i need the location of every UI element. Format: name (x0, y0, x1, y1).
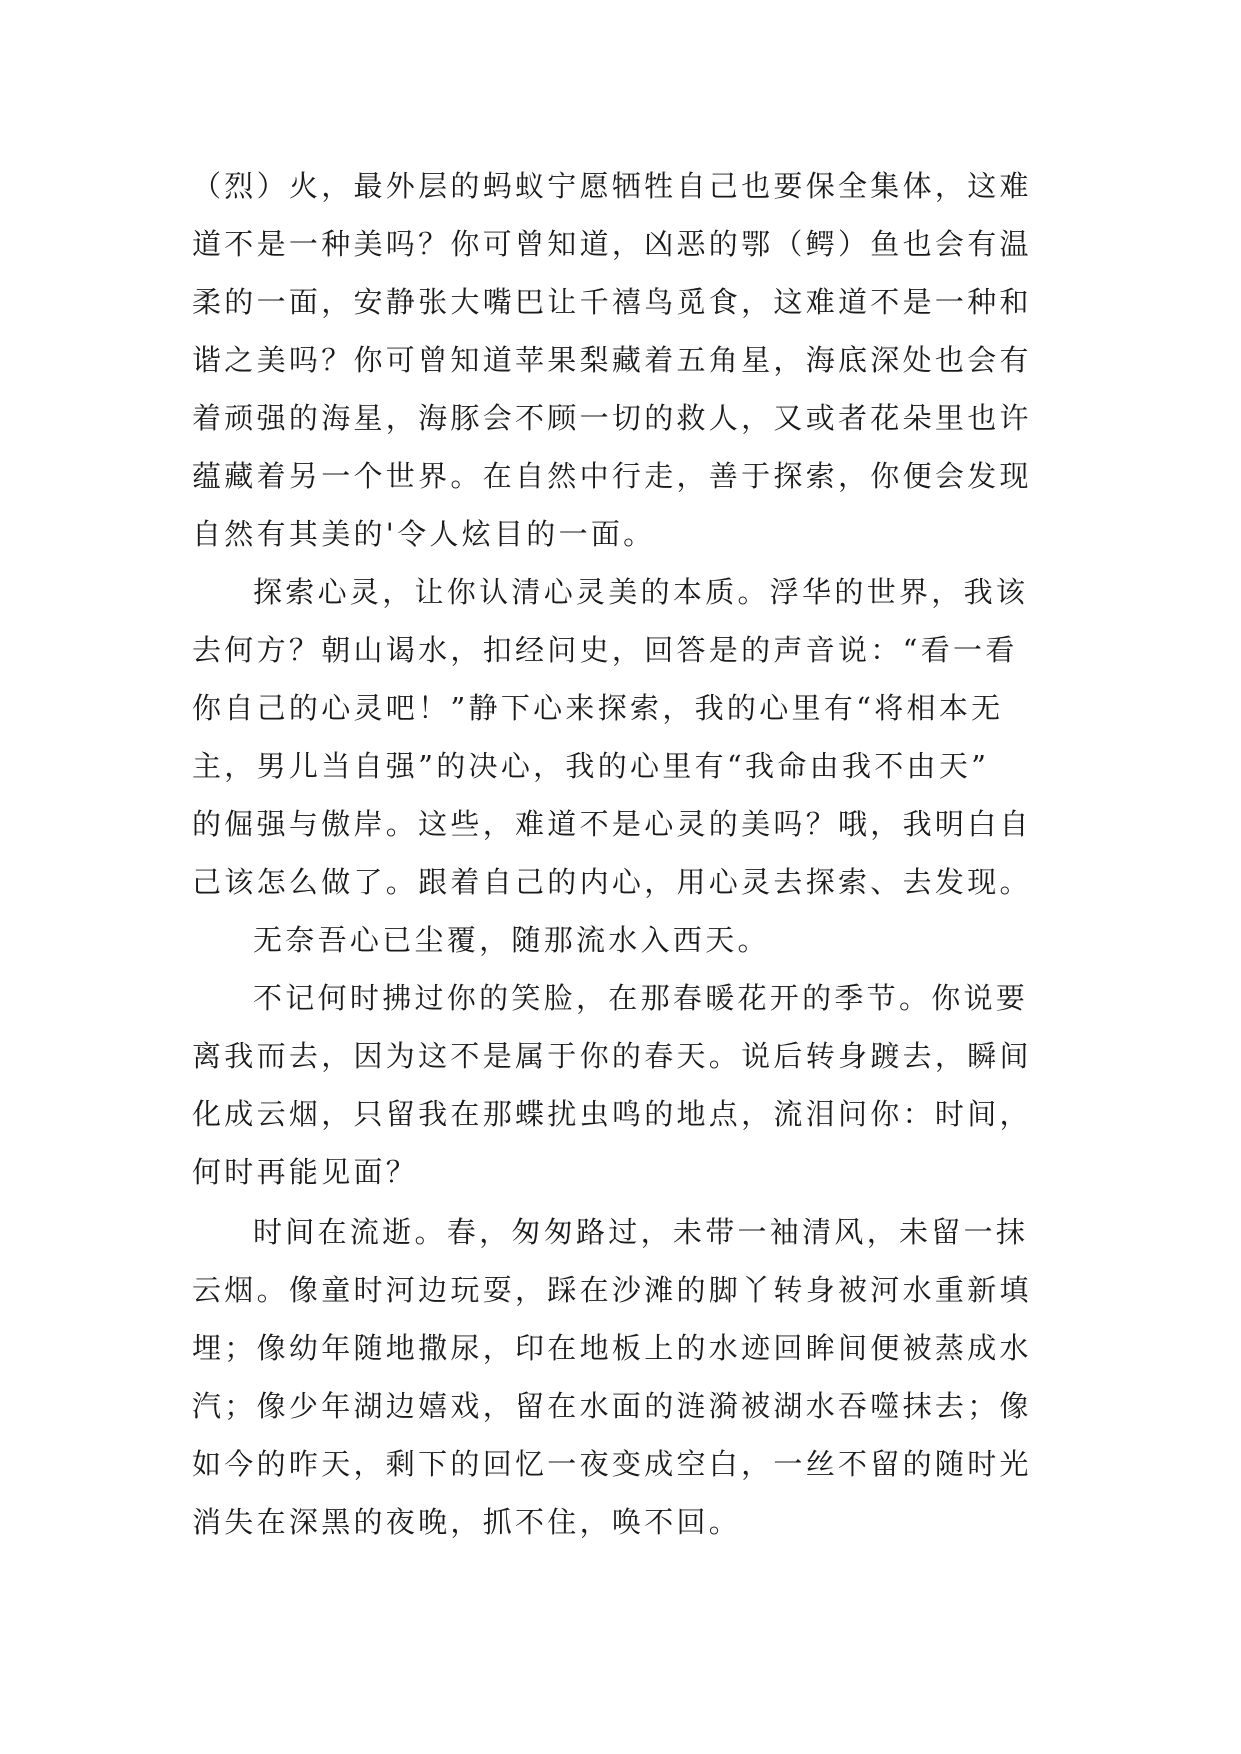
paragraph-first-line: 无奈吾心已尘覆，随那流水入西天。 (253, 923, 770, 957)
text-line: 蕴藏着另一个世界。在自然中行走，善于探索，你便会发现 (192, 459, 1032, 493)
text-line: 主，男儿当自强”的决心，我的心里有“我命由我不由天” (192, 749, 990, 783)
text-line: 化成云烟，只留我在那蝶扰虫鸣的地点，流泪问你：时间， (192, 1097, 1032, 1131)
text-line: 去何方？朝山谒水，扣经问史，回答是的声音说：“看一看 (192, 633, 1018, 667)
text-line: 汽；像少年湖边嬉戏，留在水面的涟漪被湖水吞噬抹去；像 (192, 1389, 1032, 1423)
text-line: 自然有其美的'令人炫目的一面。 (192, 517, 656, 551)
paragraph-first-line: 不记何时拂过你的笑脸，在那春暖花开的季节。你说要 (253, 981, 1029, 1015)
paragraph-first-line: 探索心灵，让你认清心灵美的本质。浮华的世界，我该 (253, 575, 1029, 609)
text-line: 如今的昨天，剩下的回忆一夜变成空白，一丝不留的随时光 (192, 1447, 1032, 1481)
text-line: 的倔强与傲岸。这些，难道不是心灵的美吗？哦，我明白自 (192, 807, 1032, 841)
text-line: 消失在深黑的夜晚，抓不住，唤不回。 (192, 1505, 742, 1539)
text-line: 道不是一种美吗？你可曾知道，凶恶的鄂（鳄）鱼也会有温 (192, 227, 1032, 261)
paragraph-first-line: 时间在流逝。春，匆匆路过，未带一袖清风，未留一抹 (253, 1215, 1029, 1249)
text-line: 着顽强的海星，海豚会不顾一切的救人，又或者花朵里也许 (192, 401, 1032, 435)
text-line: 你自己的心灵吧！”静下心来探索，我的心里有“将相本无 (192, 691, 1004, 725)
text-line: 柔的一面，安静张大嘴巴让千禧鸟觅食，这难道不是一种和 (192, 285, 1032, 319)
text-line: 云烟。像童时河边玩耍，踩在沙滩的脚丫转身被河水重新填 (192, 1273, 1032, 1307)
text-line: 何时再能见面？ (192, 1155, 419, 1189)
text-line: 己该怎么做了。跟着自己的内心，用心灵去探索、去发现。 (192, 865, 1032, 899)
text-line: 埋；像幼年随地撒尿，印在地板上的水迹回眸间便被蒸成水 (192, 1331, 1032, 1365)
text-line: （烈）火，最外层的蚂蚁宁愿牺牲自己也要保全集体，这难 (192, 169, 1032, 203)
text-line: 离我而去，因为这不是属于你的春天。说后转身踱去，瞬间 (192, 1039, 1032, 1073)
text-line: 谐之美吗？你可曾知道苹果梨藏着五角星，海底深处也会有 (192, 343, 1032, 377)
